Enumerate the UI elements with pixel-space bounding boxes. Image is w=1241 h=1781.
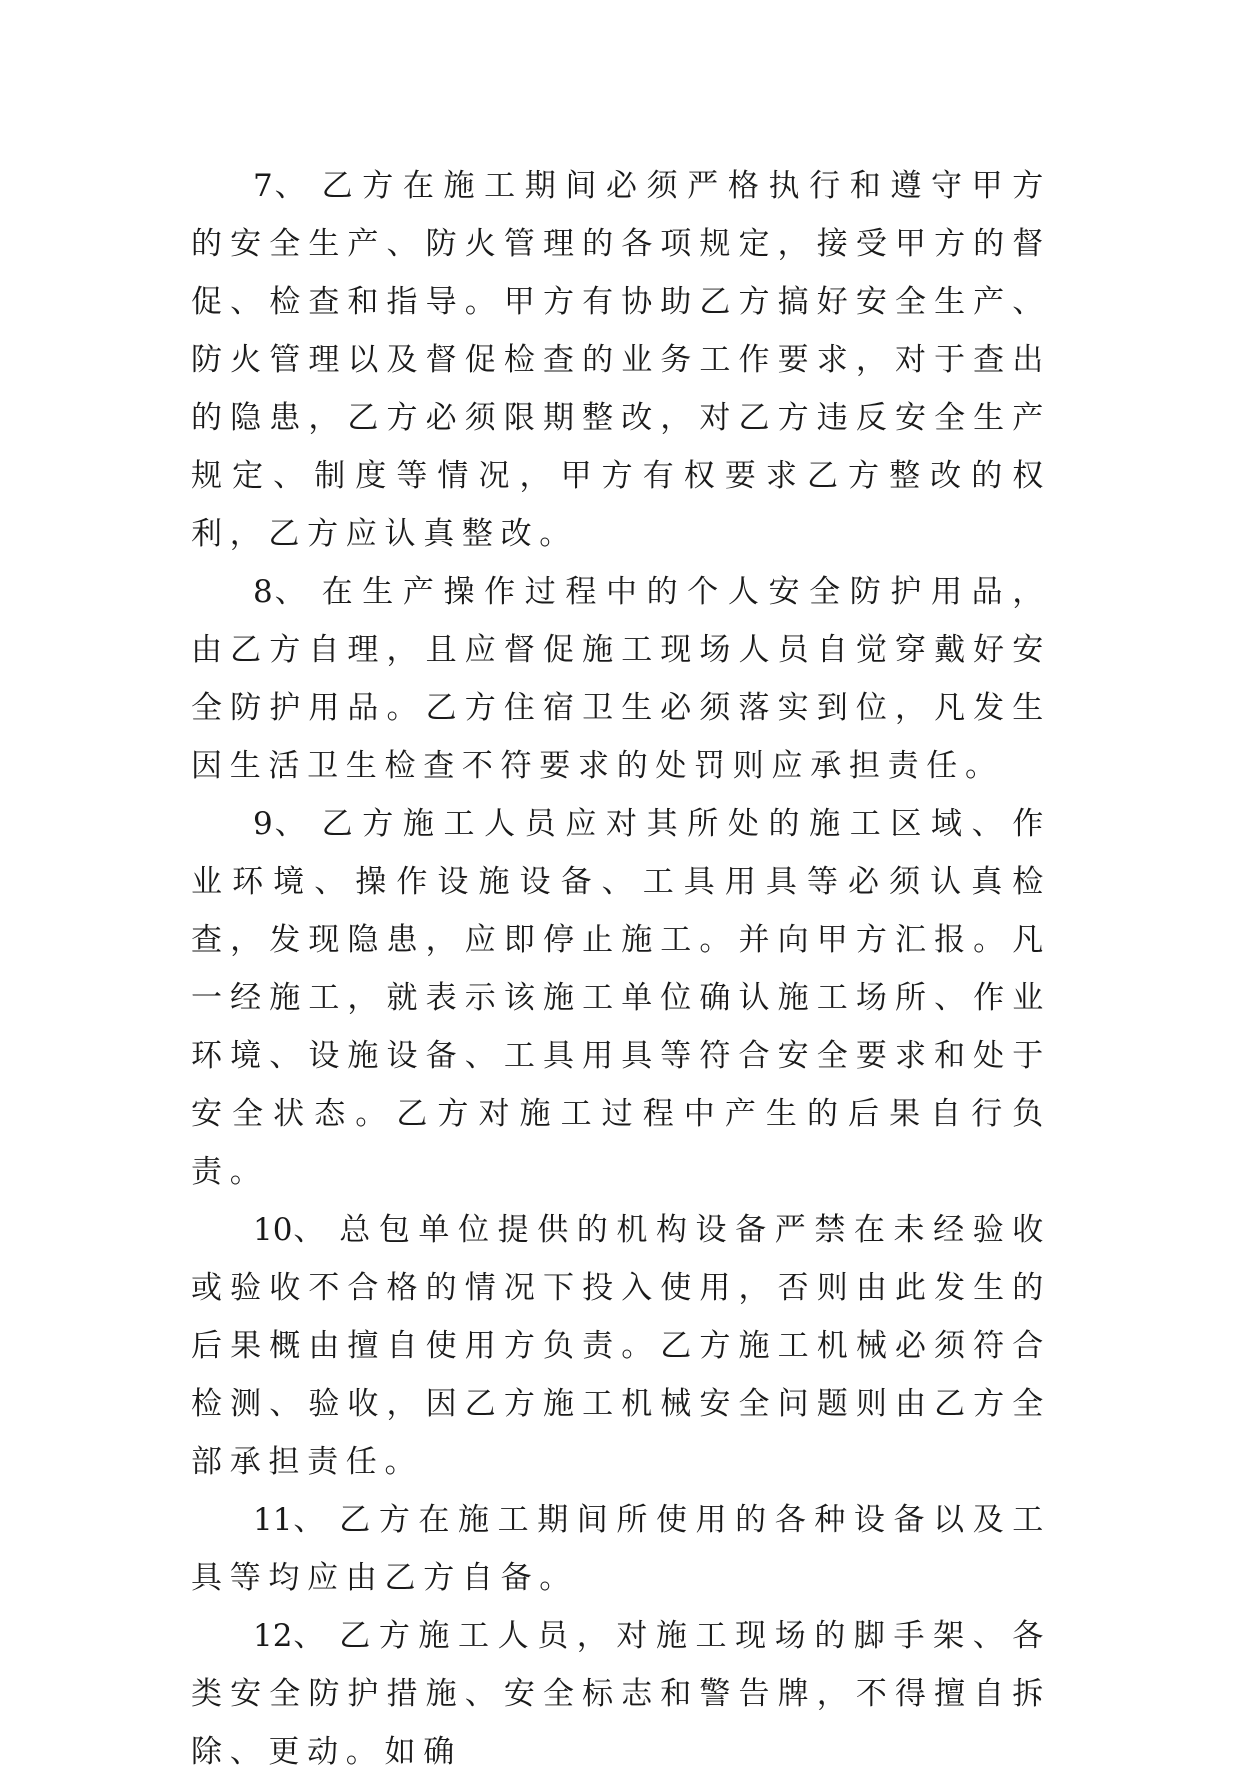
clause-11	[191, 1491, 1051, 1607]
clause-text: 在生产操作过程中的个人安全防护用品，由乙方自理，且应督促施工现场人员自觉穿戴好安全防护用品。乙方住宿卫生必须落实到位，凡发生因生活卫生检查不符要求的处罚则应承担责任。	[191, 574, 1051, 784]
clause-number: 7、	[253, 168, 308, 204]
clause-number: 8、	[253, 574, 308, 610]
document-body	[191, 157, 1051, 1781]
clause-number: 9、	[253, 806, 308, 842]
clause-12	[191, 1607, 1051, 1781]
clause-10	[191, 1201, 1051, 1491]
clause-text: 总包单位提供的机构设备严禁在未经验收或验收不合格的情况下投入使用，否则由此发生的后果概由擅自使用方负责。乙方施工机械必须符合检测、验收，因乙方施工机械安全问题则由乙方全部承担责任。	[191, 1212, 1051, 1480]
clause-text: 乙方施工人员应对其所处的施工区域、作业环境、操作设施设备、工具用具等必须认真检查，发现隐患，应即停止施工。并向甲方汇报。凡一经施工，就表示该施工单位确认施工场所、作业环境、设施设备、工具用具等符合安全要求和处于安全状态。乙方对施工过程中产生的后果自行负责。	[191, 806, 1051, 1190]
clause-7	[191, 157, 1051, 563]
clause-8	[191, 563, 1051, 795]
clause-9	[191, 795, 1051, 1201]
clause-text: 乙方在施工期间必须严格执行和遵守甲方的安全生产、防火管理的各项规定，接受甲方的督促、检查和指导。甲方有协助乙方搞好安全生产、防火管理以及督促检查的业务工作要求，对于查出的隐患，乙方必须限期整改，对乙方违反安全生产规定、制度等情况，甲方有权要求乙方整改的权利，乙方应认真整改。	[191, 168, 1051, 552]
clause-number: 11、	[253, 1502, 326, 1538]
clause-number: 12、	[253, 1618, 326, 1654]
clause-text: 乙方在施工期间所使用的各种设备以及工具等均应由乙方自备。	[191, 1502, 1051, 1596]
clause-number: 10、	[253, 1212, 326, 1248]
clause-text: 乙方施工人员，对施工现场的脚手架、各类安全防护措施、安全标志和警告牌，不得擅自拆除、更动。如确	[191, 1618, 1051, 1770]
